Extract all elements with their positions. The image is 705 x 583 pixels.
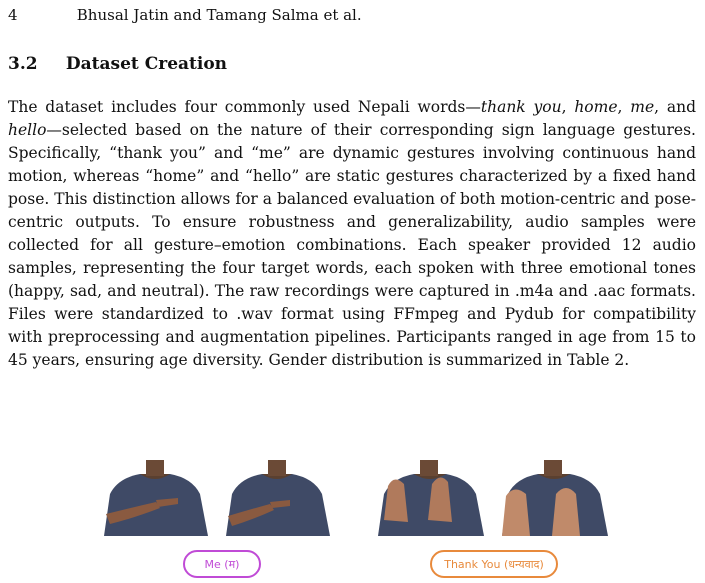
italic-word: me xyxy=(630,98,655,116)
text-run: , and xyxy=(654,98,697,116)
me-label-pill xyxy=(183,550,261,578)
italic-word: home xyxy=(574,98,618,116)
text-run: —selected based on the nature of their corresponding sign language gestures. Specifically, “thank you” and “me” are dynamic gestures involving continuous hand motion, whereas “home” and “hello” are static gestures characterized by a fixed hand pose. This distinction allows for a balanced evaluation of both motion-centric and pose-centric outputs. To ensure robustness and generalizability, audio samples were collected for all gesture–emotion combinations. Each speaker provided 12 audio samples, representing the four target words, each spoken with three emotional tones (happy, sad, and neutral). The raw recordings were captured in .m4a and .aac formats. Files were standardized to .wav format using FFmpeg and Pydub for compatibility with preprocessing and augmentation pipelines. Participants ranged in age from 15 to 45 years, ensuring age diversity. Gender distribution is summarized in Table 2. xyxy=(8,121,696,369)
section-heading xyxy=(8,54,227,74)
thank-you-gesture-photo-2 xyxy=(494,460,614,536)
me-label: Me (म) xyxy=(204,557,240,571)
text-run: , xyxy=(617,98,631,116)
body-paragraph xyxy=(8,96,696,372)
text-run: , xyxy=(561,98,575,116)
gesture-figure xyxy=(0,458,705,583)
me-gesture-photo-2 xyxy=(218,460,336,536)
running-header xyxy=(8,6,362,24)
running-title: Bhusal Jatin and Tamang Salma et al. xyxy=(76,6,362,24)
thank-you-label-pill xyxy=(430,550,558,578)
italic-word: thank you xyxy=(480,98,562,116)
me-gesture-photo-1 xyxy=(96,460,214,536)
italic-word: hello xyxy=(8,121,47,139)
thank-you-gesture-photo-1 xyxy=(370,460,490,536)
page-number: 4 xyxy=(8,6,18,24)
section-number: 3.2 xyxy=(8,54,38,74)
thank-you-label: Thank You (धन्यवाद) xyxy=(444,557,544,571)
section-title: Dataset Creation xyxy=(65,54,228,74)
text-run: The dataset includes four commonly used Nepali words— xyxy=(8,98,481,116)
